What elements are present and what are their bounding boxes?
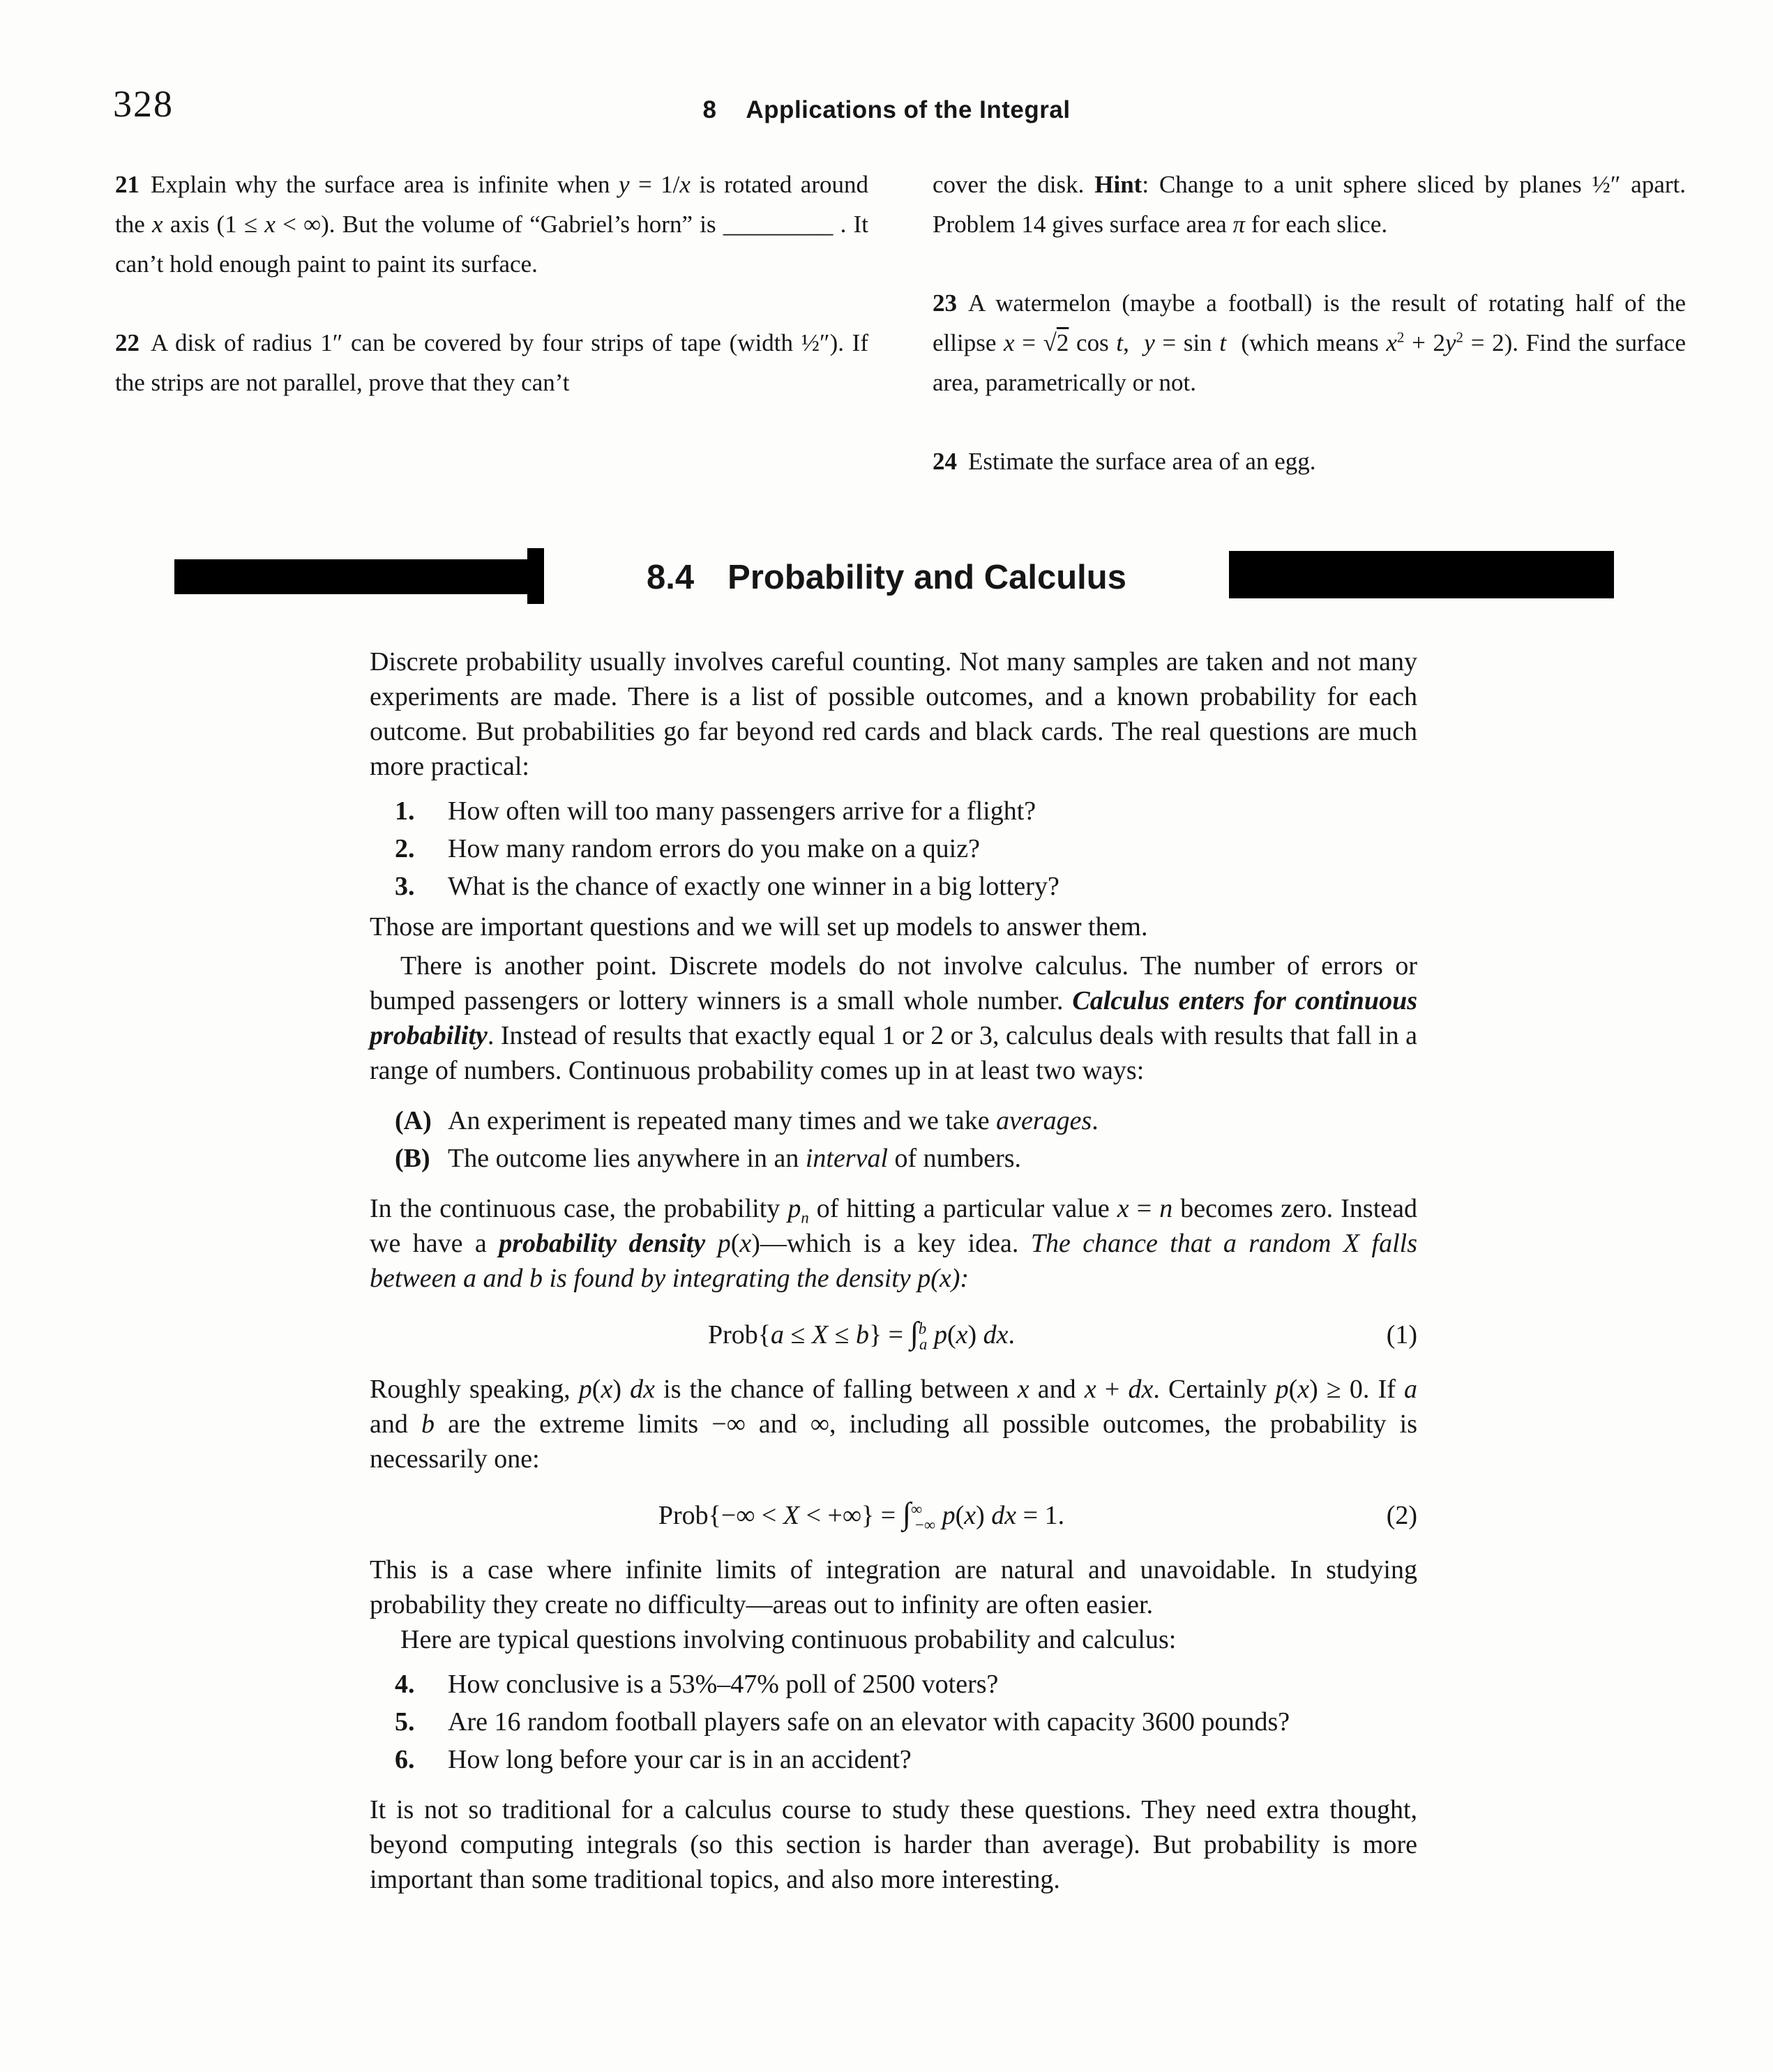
problem-22 <box>115 323 875 402</box>
problems-left-column <box>115 165 875 481</box>
problem-24 <box>933 441 1686 481</box>
section-title: Probability and Calculus <box>727 559 1126 596</box>
list-item-5-text: Are 16 random football players safe on an elevator with capacity 3600 pounds? <box>448 1707 1290 1737</box>
list-item-A-label: (A) <box>395 1106 432 1135</box>
list-item-A-text: An experiment is repeated many times and we take averages. <box>448 1106 1099 1135</box>
list-item-A <box>370 1103 1417 1138</box>
problem-21 <box>115 165 875 284</box>
problem-23-text: A watermelon (maybe a football) is the result of rotating half of the ellipse x = √2 cos t, y = sin t (which means $x^2 + 2y^2 = 2$). Find the surface area, parametrically or not. <box>933 289 1692 396</box>
list-item-5-number: 5. <box>395 1707 415 1737</box>
chapter-number: 8 <box>702 96 717 123</box>
equation-1-number: (1) <box>1386 1320 1417 1349</box>
equation-2-formula: Prob{−∞ < X < +∞} = $\int^\infty_{-\infty}$ p(x) dx = 1. <box>658 1496 1065 1534</box>
problem-24-number: 24 <box>933 448 957 475</box>
chapter-title: Applications of the Integral <box>746 96 1071 123</box>
list-item-6-text: How long before your car is in an accident? <box>448 1745 912 1774</box>
problem-24-text: Estimate the surface area of an egg. <box>968 448 1316 475</box>
typical-questions-paragraph: Here are typical questions involving continuous probability and calculus: <box>400 1625 1177 1654</box>
continuous-case-paragraph: In the continuous case, the probability $p_n$ of hitting a particular value x = n becomes zero. Instead we have a probability density p(x)—which is a key idea. The chance that a random X falls between a and b is found by integrating the density p(x): <box>370 1194 1424 1293</box>
list-item-4-number: 4. <box>395 1670 415 1699</box>
problems-right-column <box>933 165 1692 481</box>
list-item-2 <box>370 831 1417 866</box>
equation-1-formula: Prob{a ≤ X ≤ b} = ∫$^b_a$ p(x) dx. <box>707 1315 1016 1353</box>
list-item-2-number: 2. <box>395 834 415 863</box>
models-paragraph: Those are important questions and we will set up models to answer them. <box>370 912 1148 942</box>
list-item-3-number: 3. <box>395 872 415 901</box>
discrete-questions-list <box>370 794 1417 904</box>
list-item-1-number: 1. <box>395 796 415 826</box>
running-header <box>0 96 1773 124</box>
infinite-limits-paragraph: This is a case where infinite limits of integration are natural and unavoidable. In studying probability they create no difficulty—areas out to infinity are often easier. <box>370 1555 1424 1619</box>
problem-22-number: 22 <box>115 329 139 356</box>
problem-21-number: 21 <box>115 171 139 198</box>
problem-22-text: A disk of radius 1″ can be covered by four strips of tape (width ½″). If the strips are not parallel, prove that they can’t <box>115 329 875 396</box>
continuous-questions-list <box>370 1667 1417 1777</box>
section-body <box>370 644 1424 1897</box>
list-item-4 <box>370 1667 1417 1702</box>
page-number: 328 <box>113 83 174 125</box>
list-item-6-number: 6. <box>395 1745 415 1774</box>
equation-2 <box>370 1496 1417 1533</box>
list-item-1 <box>370 794 1417 829</box>
list-item-2-text: How many random errors do you make on a quiz? <box>448 834 980 863</box>
list-item-1-text: How often will too many passengers arrive for a flight? <box>448 796 1036 826</box>
section-heading-banner <box>0 543 1773 612</box>
section-number: 8.4 <box>647 559 695 596</box>
another-point-paragraph: There is another point. Discrete models do not involve calculus. The number of errors or bumped passengers or lottery winners is a small whole number. Calculus enters for continuous probability. Instead of results that exactly equal 1 or 2 or 3, calculus deals with results that fall in a range of numbers. Continuous probability comes up in at least two ways: <box>370 951 1424 1085</box>
list-item-4-text: How conclusive is a 53%–47% poll of 2500 voters? <box>448 1670 999 1699</box>
problem-22-continuation <box>933 165 1692 244</box>
problem-23 <box>933 283 1692 402</box>
section-title-row <box>0 543 1773 612</box>
list-item-5 <box>370 1704 1417 1739</box>
list-item-B-label: (B) <box>395 1144 430 1173</box>
list-item-6 <box>370 1742 1417 1777</box>
equation-1 <box>370 1315 1417 1352</box>
problem-22-continuation-text: cover the disk. Hint: Change to a unit sphere sliced by planes ½″ apart. Problem 14 gives surface area π for each slice. <box>933 171 1692 238</box>
problems-section <box>115 165 1692 481</box>
roughly-speaking-paragraph: Roughly speaking, p(x) dx is the chance of falling between x and x + dx. Certainly p(x) ≥ 0. If a and b are the extreme limits −∞ and ∞, including all possible outcomes, the probability is necessarily one: <box>370 1375 1424 1474</box>
intro-paragraph: Discrete probability usually involves careful counting. Not many samples are taken and not many experiments are made. There is a list of possible outcomes, and a known probability for each outcome. But probabilities go far beyond red cards and black cards. The real questions are much more practical: <box>370 647 1424 781</box>
equation-2-number: (2) <box>1386 1501 1417 1530</box>
list-item-B <box>370 1141 1417 1176</box>
list-item-B-text: The outcome lies anywhere in an interval of numbers. <box>448 1144 1022 1173</box>
list-item-3 <box>370 869 1417 904</box>
list-item-3-text: What is the chance of exactly one winner in a big lottery? <box>448 872 1059 901</box>
closing-paragraph: It is not so traditional for a calculus course to study these questions. They need extra thought, beyond computing integrals (so this section is harder than average). But probability is more important than some traditional topics, and also more interesting. <box>370 1795 1424 1894</box>
two-ways-list <box>370 1103 1417 1176</box>
problem-23-number: 23 <box>933 289 957 317</box>
problem-21-text: Explain why the surface area is infinite when y = 1/x is rotated around the x axis (1 ≤ x < ∞). But the volume of “Gabriel’s horn” is _________ . It can’t hold enough paint to paint its surface. <box>115 171 875 278</box>
